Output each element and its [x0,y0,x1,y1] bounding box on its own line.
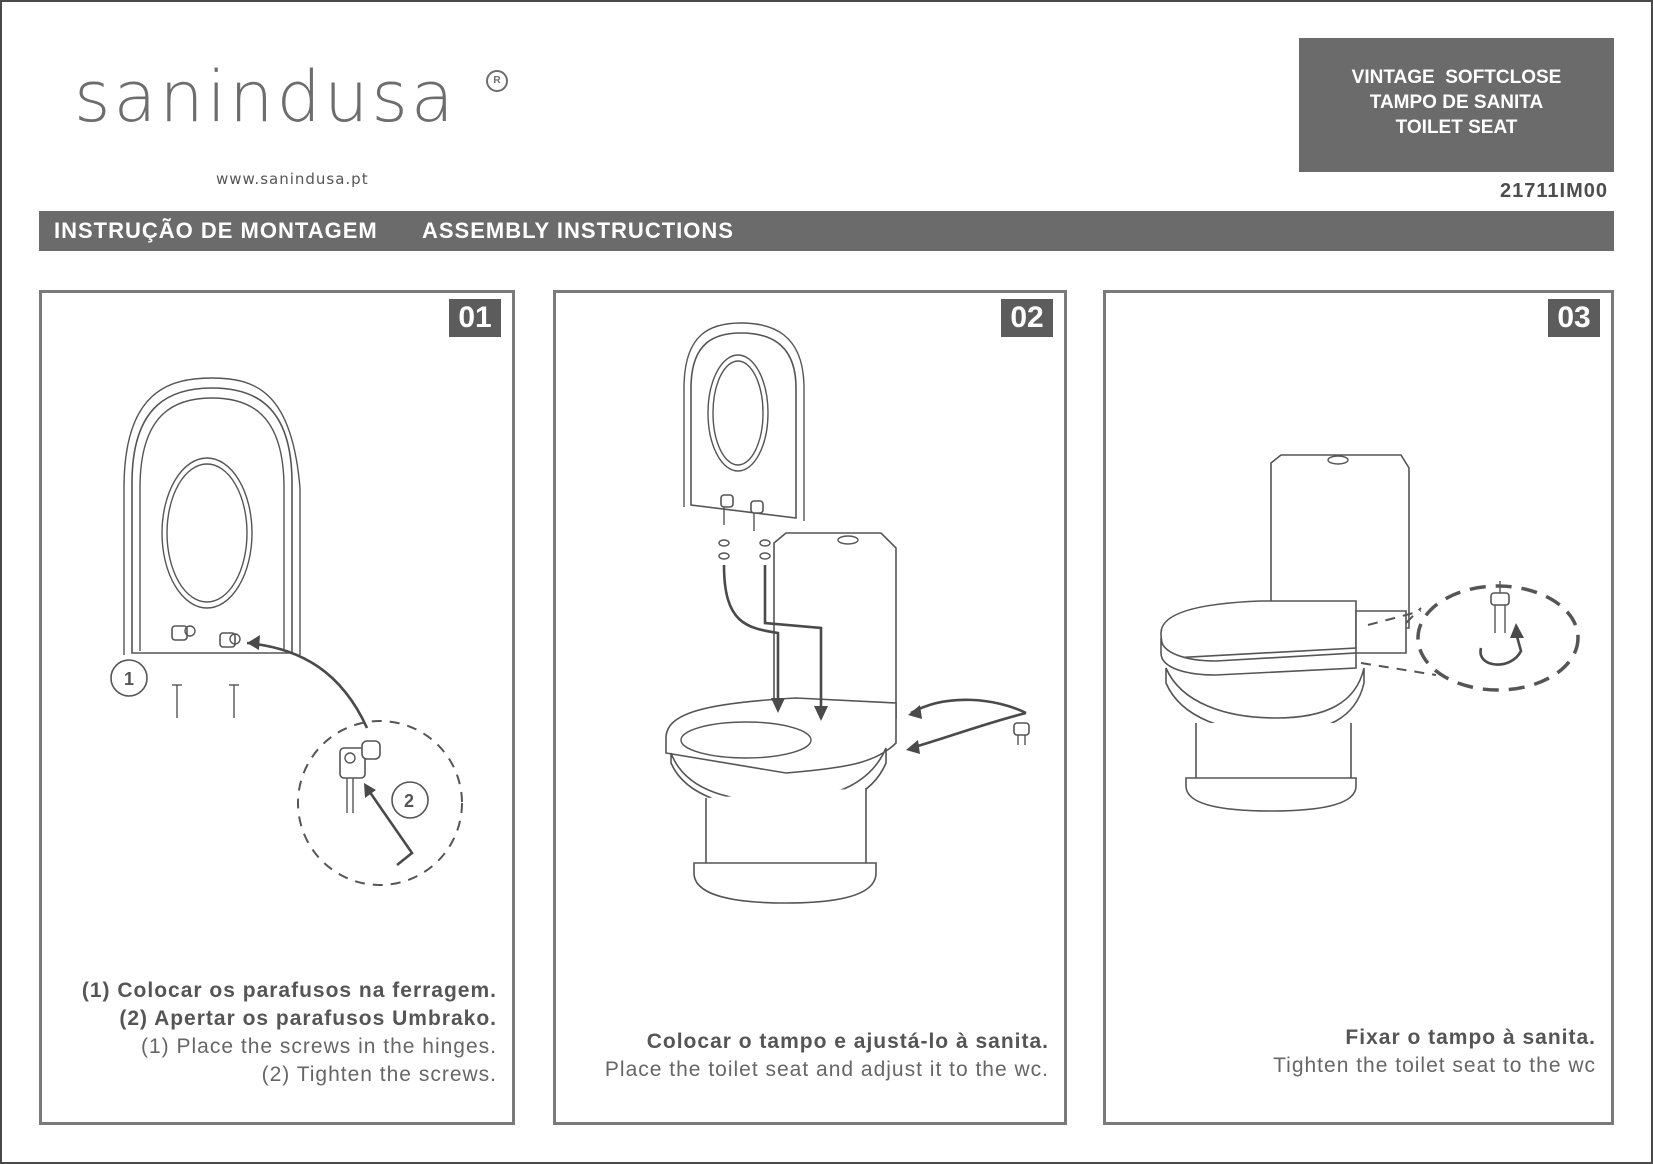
step-panel-1 [39,290,515,1125]
product-line-1: VINTAGE SOFTCLOSE [1351,67,1562,88]
step-1-caption-pt-1: (1) Colocar os parafusos na ferragem. [81,979,497,1002]
callout-1: 1 [124,669,135,689]
instructions-title-bar [39,211,1614,251]
step-3-caption [1273,1024,1596,1080]
step-number-badge: 01 [449,299,501,337]
step-1-caption-pt-2: (2) Apertar os parafusos Umbrako. [119,1007,497,1030]
product-line-2: TAMPO DE SANITA [1369,92,1544,113]
step-number-badge: 02 [1001,299,1053,337]
toilet-seat-placement-illustration [556,293,1066,913]
product-title-box [1299,38,1614,172]
step-panel-2 [553,290,1067,1125]
product-code: 21711IM00 [1500,180,1608,202]
registered-mark-icon: R [486,70,508,92]
product-line-3: TOILET SEAT [1395,117,1518,138]
step-panel-3 [1103,290,1614,1125]
step-1-caption-en-2: (2) Tighten the screws. [261,1063,497,1086]
step-1-caption [82,977,497,1089]
callout-2: 2 [404,791,415,811]
step-2-caption-pt: Colocar o tampo e ajustá-lo à sanita. [646,1030,1049,1053]
step-2-caption [605,1028,1049,1084]
sanindusa-logo [74,56,501,138]
step-1-caption-en-1: (1) Place the screws in the hinges. [141,1035,497,1058]
step-2-caption-en: Place the toilet seat and adjust it to the wc. [604,1058,1049,1081]
seat-hinge-illustration [42,293,512,913]
step-3-caption-en: Tighten the toilet seat to the wc [1273,1054,1596,1077]
title-english: ASSEMBLY INSTRUCTIONS [422,218,734,243]
logo-text: sanindusa [74,56,457,138]
website-url: www.sanindusa.pt [216,170,369,188]
step-number-badge: 03 [1548,299,1600,337]
tighten-seat-illustration [1106,293,1611,913]
title-portuguese: INSTRUÇÃO DE MONTAGEM [54,218,378,243]
step-3-caption-pt: Fixar o tampo à sanita. [1345,1026,1596,1049]
